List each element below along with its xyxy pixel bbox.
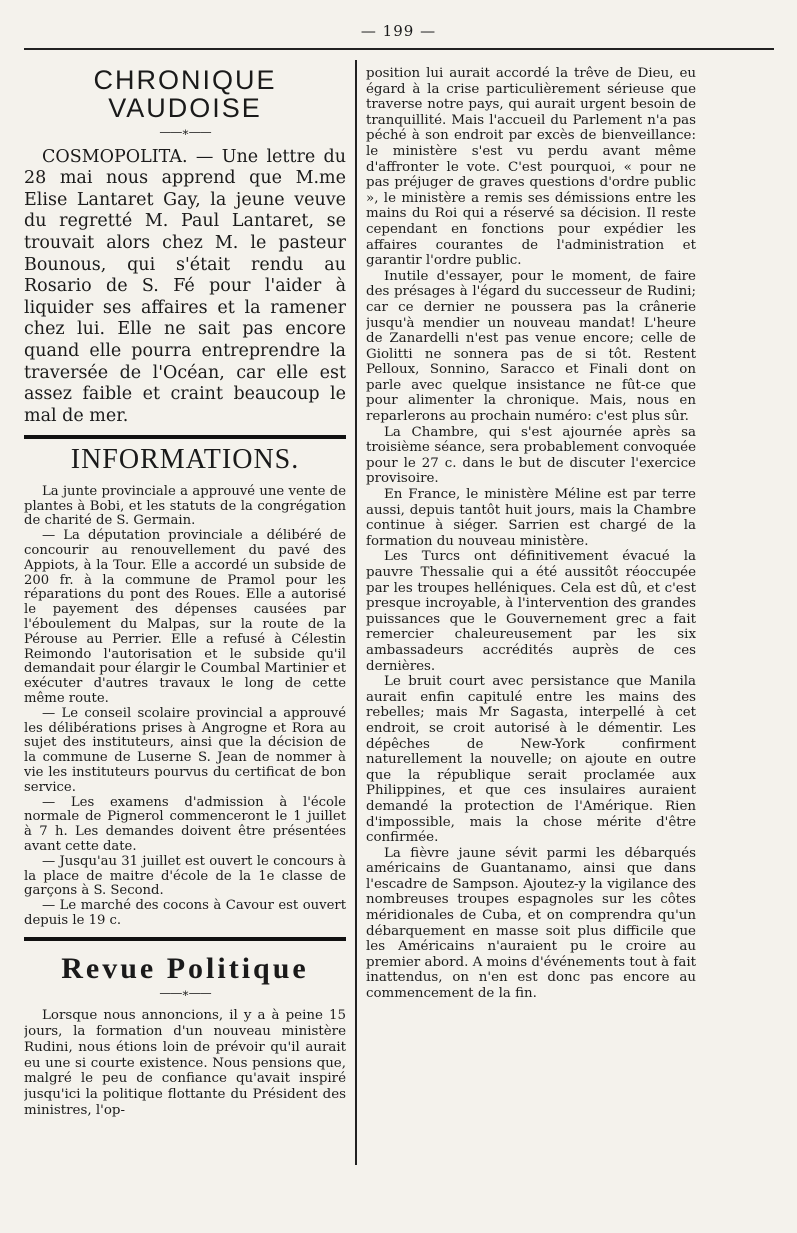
info-paragraph: — La députation provinciale a délibéré de concourir au renouvellement du pavé des Appiots, à la Tour. Elle a accordé un subside de 200 fr. à la commune de Pramol pour les réparations du pont des Roues. Elle a autorisé le payement des dépenses causées par l'éboulement du Malpas, sur la route de la Pérouse au Perrier. Elle a refusé à Célestin Reimondo l'autorisation et le subside qu'il demandait pour élargir le Coumbal Martinier et exécuter d'autres travaux le long de cette même route. <box>24 528 346 706</box>
info-paragraph: — Le conseil scolaire provincial a approuvé les délibérations prises à Angrogne et Rora au sujet des instituteurs, ainsi que la décision de la commune de Luserne S. Jean de nommer à vie les instituteurs pourvus du certificat de bon service. <box>24 705 346 795</box>
chronique-title: CHRONIQUE VAUDOISE <box>93 66 277 124</box>
info-paragraph: La junte provinciale a approuvé une vente de plantes à Bobi, et les statuts de la congrégation de charité de S. Germain. <box>24 483 346 529</box>
info-paragraph: — Les examens d'admission à l'école normale de Pignerol commenceront le 1 juillet à 7 h. Les demandes doivent être présentées avant cette date. <box>24 794 346 854</box>
column-divider <box>355 60 357 1165</box>
info-paragraph: — Le marché des cocons à Cavour est ouvert depuis le 19 c. <box>24 898 346 928</box>
chronique-ornament: ——∗—— <box>159 124 211 139</box>
right-column <box>366 66 696 1002</box>
header-rule <box>24 48 774 50</box>
page-number: — 199 — <box>360 22 437 40</box>
info-paragraph: — Jusqu'au 31 juillet est ouvert le concours à la place de maitre d'école de la 1e classe de garçons à S. Second. <box>24 853 346 899</box>
left-column <box>24 66 346 1119</box>
politique-paragraph: Les Turcs ont définitivement évacué la pauvre Thessalie qui a été aussitôt réoccupée par les troupes helléniques. Cela est dû, et c'est presque incroyable, à l'intervention des grandes puissances que le Gouvernement grec a fait remercier chaleureusement par les six ambassadeurs accrédités auprès de ces dernières. <box>366 549 696 674</box>
politique-paragraph: En France, le ministère Méline est par terre aussi, depuis tantôt huit jours, mais la Chambre continue à siéger. Sarrien est chargé de la formation du nouveau ministère. <box>366 487 696 549</box>
informations-title: INFORMATIONS. <box>70 444 300 476</box>
revue-ornament: ——∗—— <box>159 986 211 1001</box>
revue-text: Lorsque nous annoncions, il y a à peine 15 jours, la formation d'un nouveau ministère Rudini, nous étions loin de prévoir qu'il aurait eu une si courte existence. Nous pensions que, malgré le peu de confiance qu'avait inspiré jusqu'ici la politique flottante du Président des ministres, l'op- <box>24 1008 346 1118</box>
revue-title: Revue Politique <box>61 951 309 985</box>
politique-paragraph: position lui aurait accordé la trêve de Dieu, eu égard à la crise particulièrement sérieuse que traverse notre pays, qui aurait urgent besoin de tranquillité. Mais l'accueil du Parlement n'a pas péché à son endroit par excès de bienveillance: le ministère s'est vu perdu avant même d'affronter le vote. C'est pourquoi, « pour ne pas préjuger de graves questions d'ordre public », le ministère a remis ses démissions entre les mains du Roi qui a réservé sa décision. Il reste cependant en fonctions pour expédier les affaires courantes de l'administration et garantir l'ordre public. <box>366 66 696 269</box>
section-rule-1 <box>24 435 346 439</box>
politique-paragraph: La fièvre jaune sévit parmi les débarqués américains de Guantanamo, ainsi que dans l'escadre de Sampson. Ajoutez-y la vigilance des nombreuses troupes espagnoles sur les côtes méridionales de Cuba, et on comprendra qu'un débarquement en masse soit plus difficile que les Américains n'auraient pu le croire au premier abord. A moins d'événements tout à fait inattendus, on n'en est donc pas encore au commencement de la fin. <box>366 845 696 1002</box>
politique-paragraph: Le bruit court avec persistance que Manila aurait enfin capitulé entre les mains des rebelles; mais Mr Sagasta, interpellé à cet endroit, se croit autorisé à le démentir. Les dépêches de New-York confirment naturellement la nouvelle; on ajoute en outre que la république serait proclamée aux Philippines, et que ces insulaires auraient demandé la protection de l'Amérique. Rien d'impossible, mais la chose mérite d'être confirmée. <box>366 674 696 846</box>
politique-paragraph: Inutile d'essayer, pour le moment, de faire des présages à l'égard du successeur de Rudini; car ce dernier ne poussera pas la crânerie jusqu'à mendier un nouveau mandat! L'heure de Zanardelli n'est pas venue encore; celle de Giolitti ne sonnera pas de si tôt. Restent Pelloux, Sonnino, Saracco et Finali dont on parle avec quelque insistance ne fût-ce que pour alimenter la chronique. Mais, nous en reparlerons au prochain numéro: c'est plus sûr. <box>366 268 696 425</box>
section-rule-2 <box>24 937 346 941</box>
politique-paragraph: La Chambre, qui s'est ajournée après sa troisième séance, sera probablement convoquée pour le 27 c. dans le but de discuter l'exercice provisoire. <box>366 424 696 487</box>
chronique-text: COSMOPOLITA. — Une lettre du 28 mai nous apprend que M.me Elise Lantaret Gay, la jeune veuve du regretté M. Paul Lantaret, se trouvait alors chez M. le pasteur Bounous, qui s'était rendu au Rosario de S. Fé pour l'aider à liquider ses affaires et la ramener chez lui. Elle ne sait pas encore quand elle pourra entreprendre la traversée de l'Océan, car elle est assez faible et craint beaucoup le mal de mer. <box>24 146 346 426</box>
